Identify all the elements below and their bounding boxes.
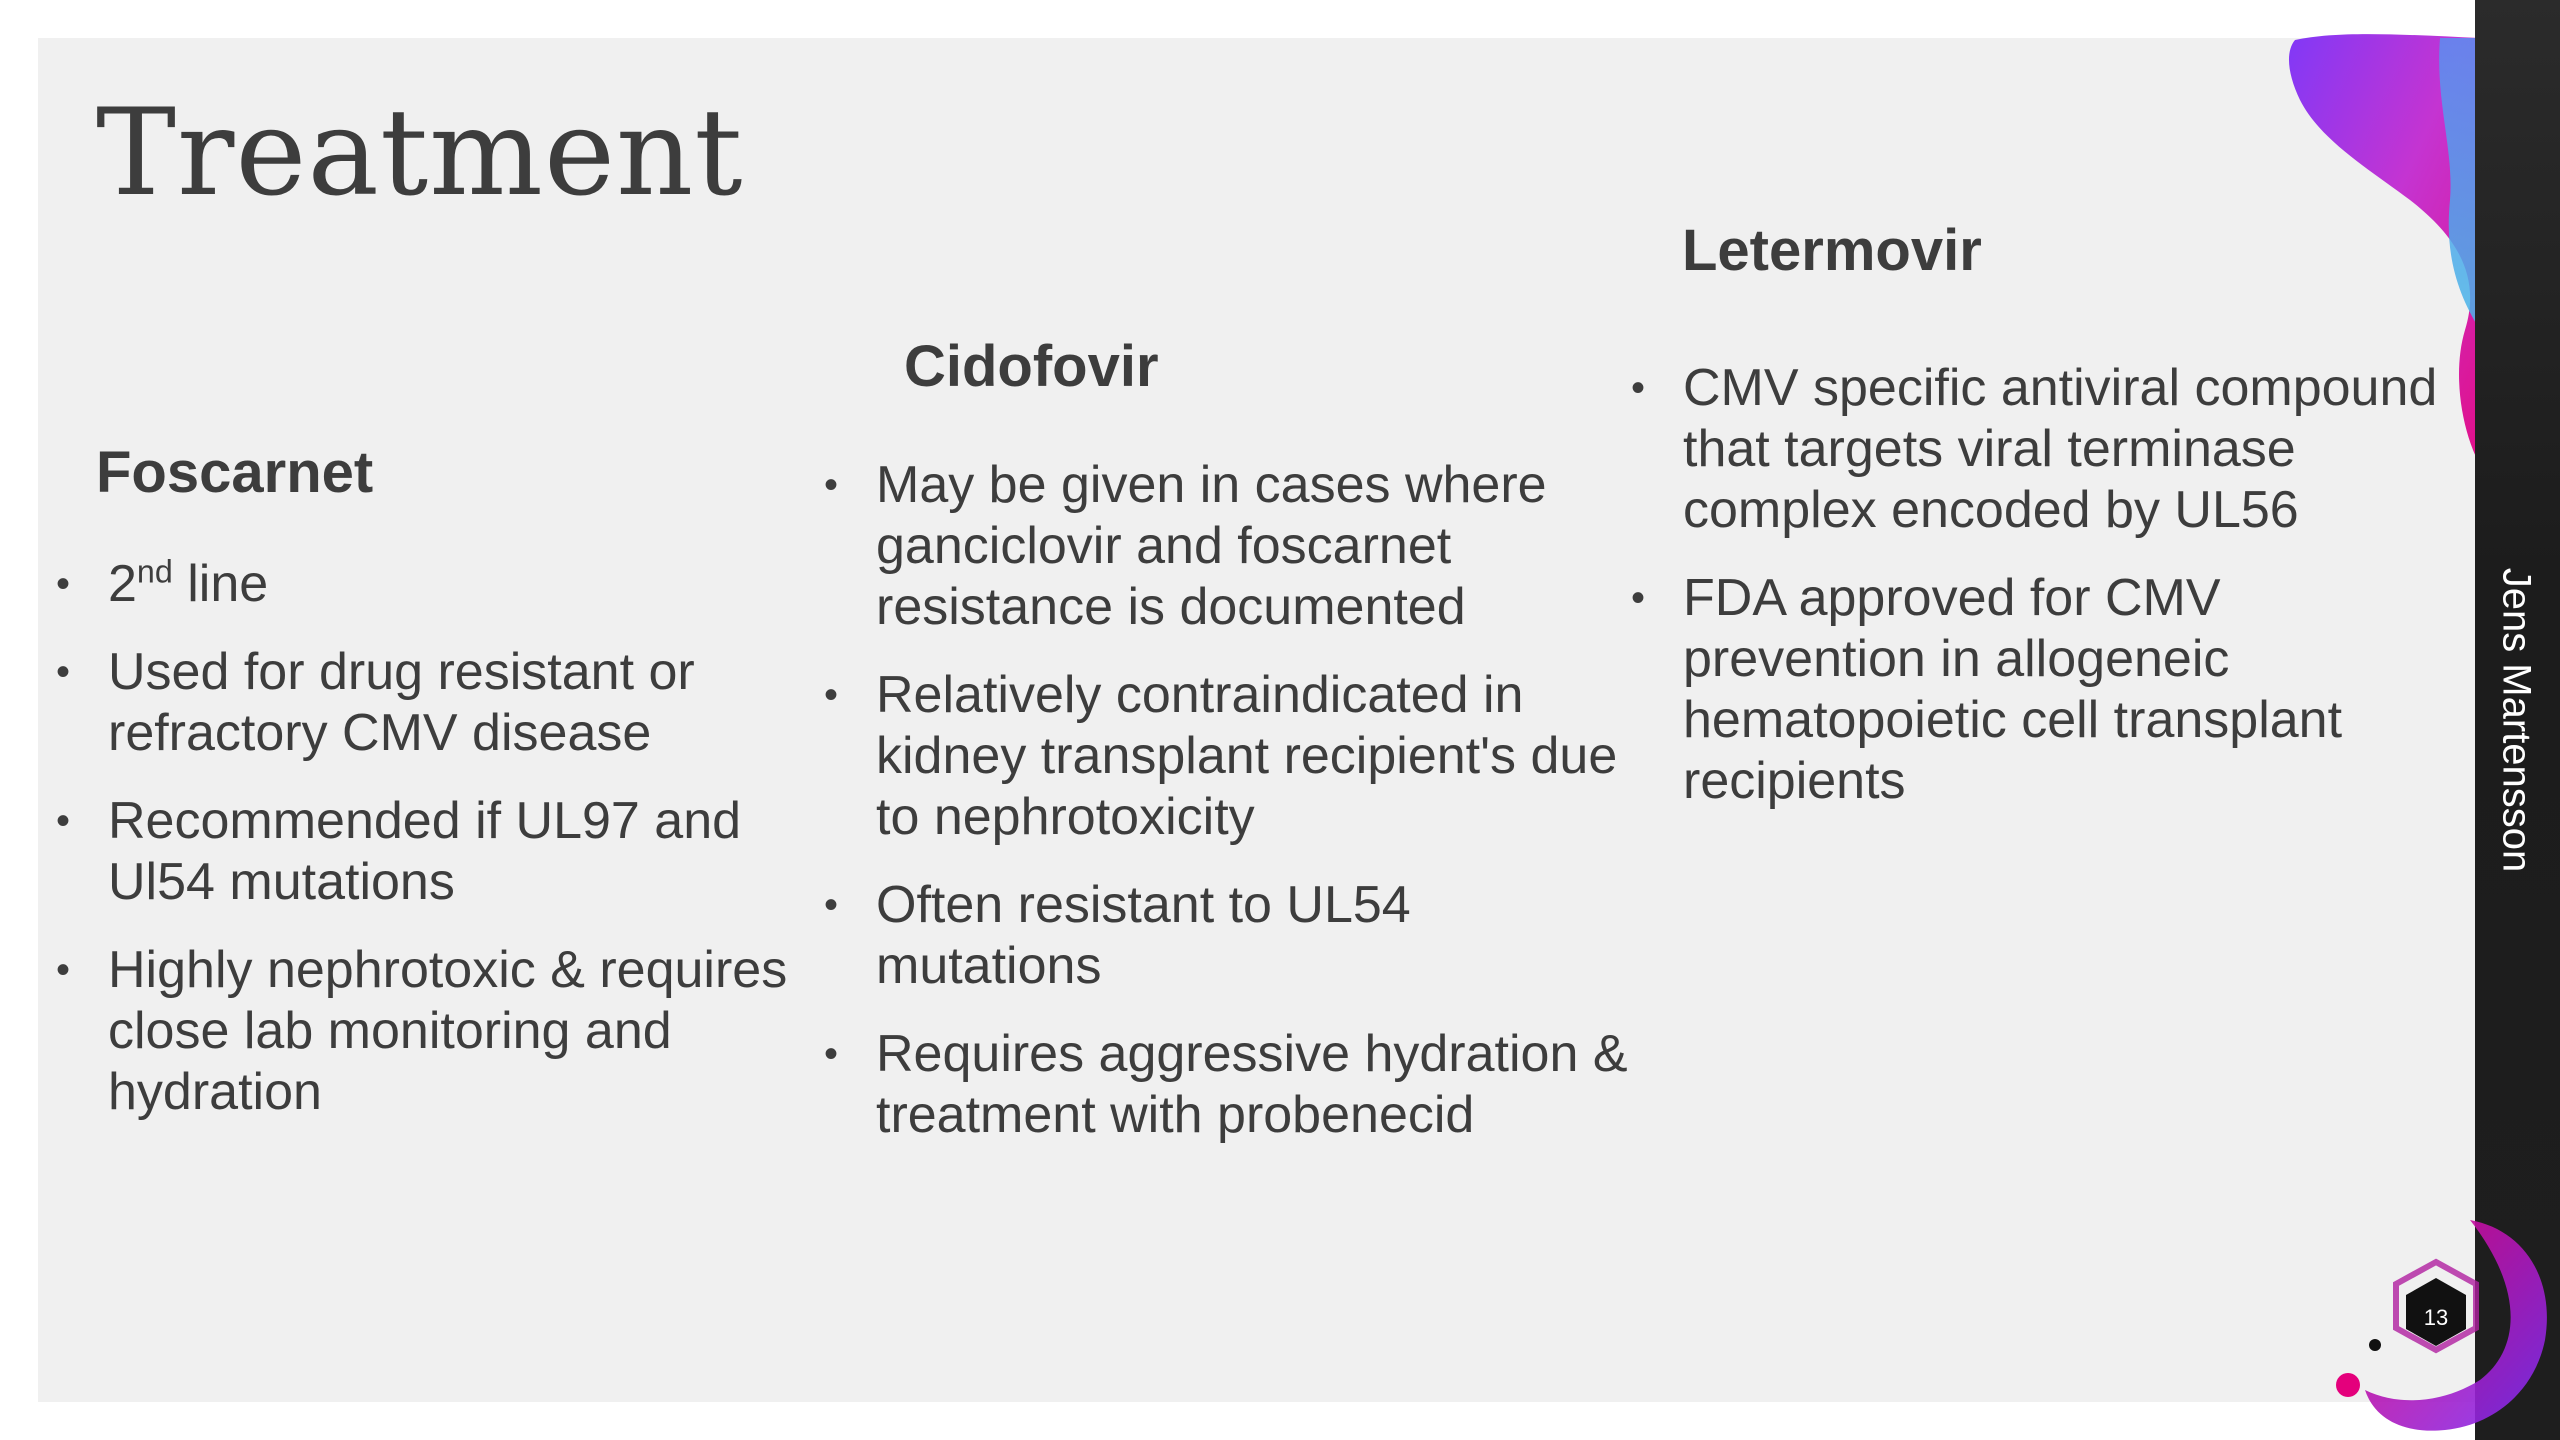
list-item: • FDA approved for CMV prevention in allogeneic hematopoietic cell transplant recipients [1683, 568, 2453, 812]
list-item: • Highly nephrotoxic & requires close lab monitoring and hydration [108, 940, 848, 1123]
cidofovir-bullet-list [876, 455, 1636, 1173]
list-item: • CMV specific antiviral compound that targets viral terminase complex encoded by UL56 [1683, 358, 2453, 541]
page-number: 13 [2423, 1305, 2449, 1330]
author-name: Jens Martensson [2494, 567, 2539, 873]
foscarnet-bullet-list [108, 554, 848, 1150]
letermovir-heading: Letermovir [1682, 218, 1982, 283]
cidofovir-heading: Cidofovir [904, 334, 1159, 399]
slide-title: Treatment [96, 84, 744, 223]
foscarnet-heading: Foscarnet [96, 440, 374, 505]
list-item: • May be given in cases where ganciclovir and foscarnet resistance is documented [876, 455, 1636, 638]
list-item: • Often resistant to UL54 mutations [876, 875, 1636, 997]
list-item: • 2nd line [108, 554, 848, 615]
letermovir-bullet-list [1683, 358, 2453, 839]
list-item: • Used for drug resistant or refractory CMV disease [108, 642, 848, 764]
list-item: • Relatively contraindicated in kidney transplant recipient's due to nephrotoxicity [876, 665, 1636, 848]
list-item: • Recommended if UL97 and Ul54 mutations [108, 791, 848, 913]
list-item: • Requires aggressive hydration & treatment with probenecid [876, 1024, 1636, 1146]
